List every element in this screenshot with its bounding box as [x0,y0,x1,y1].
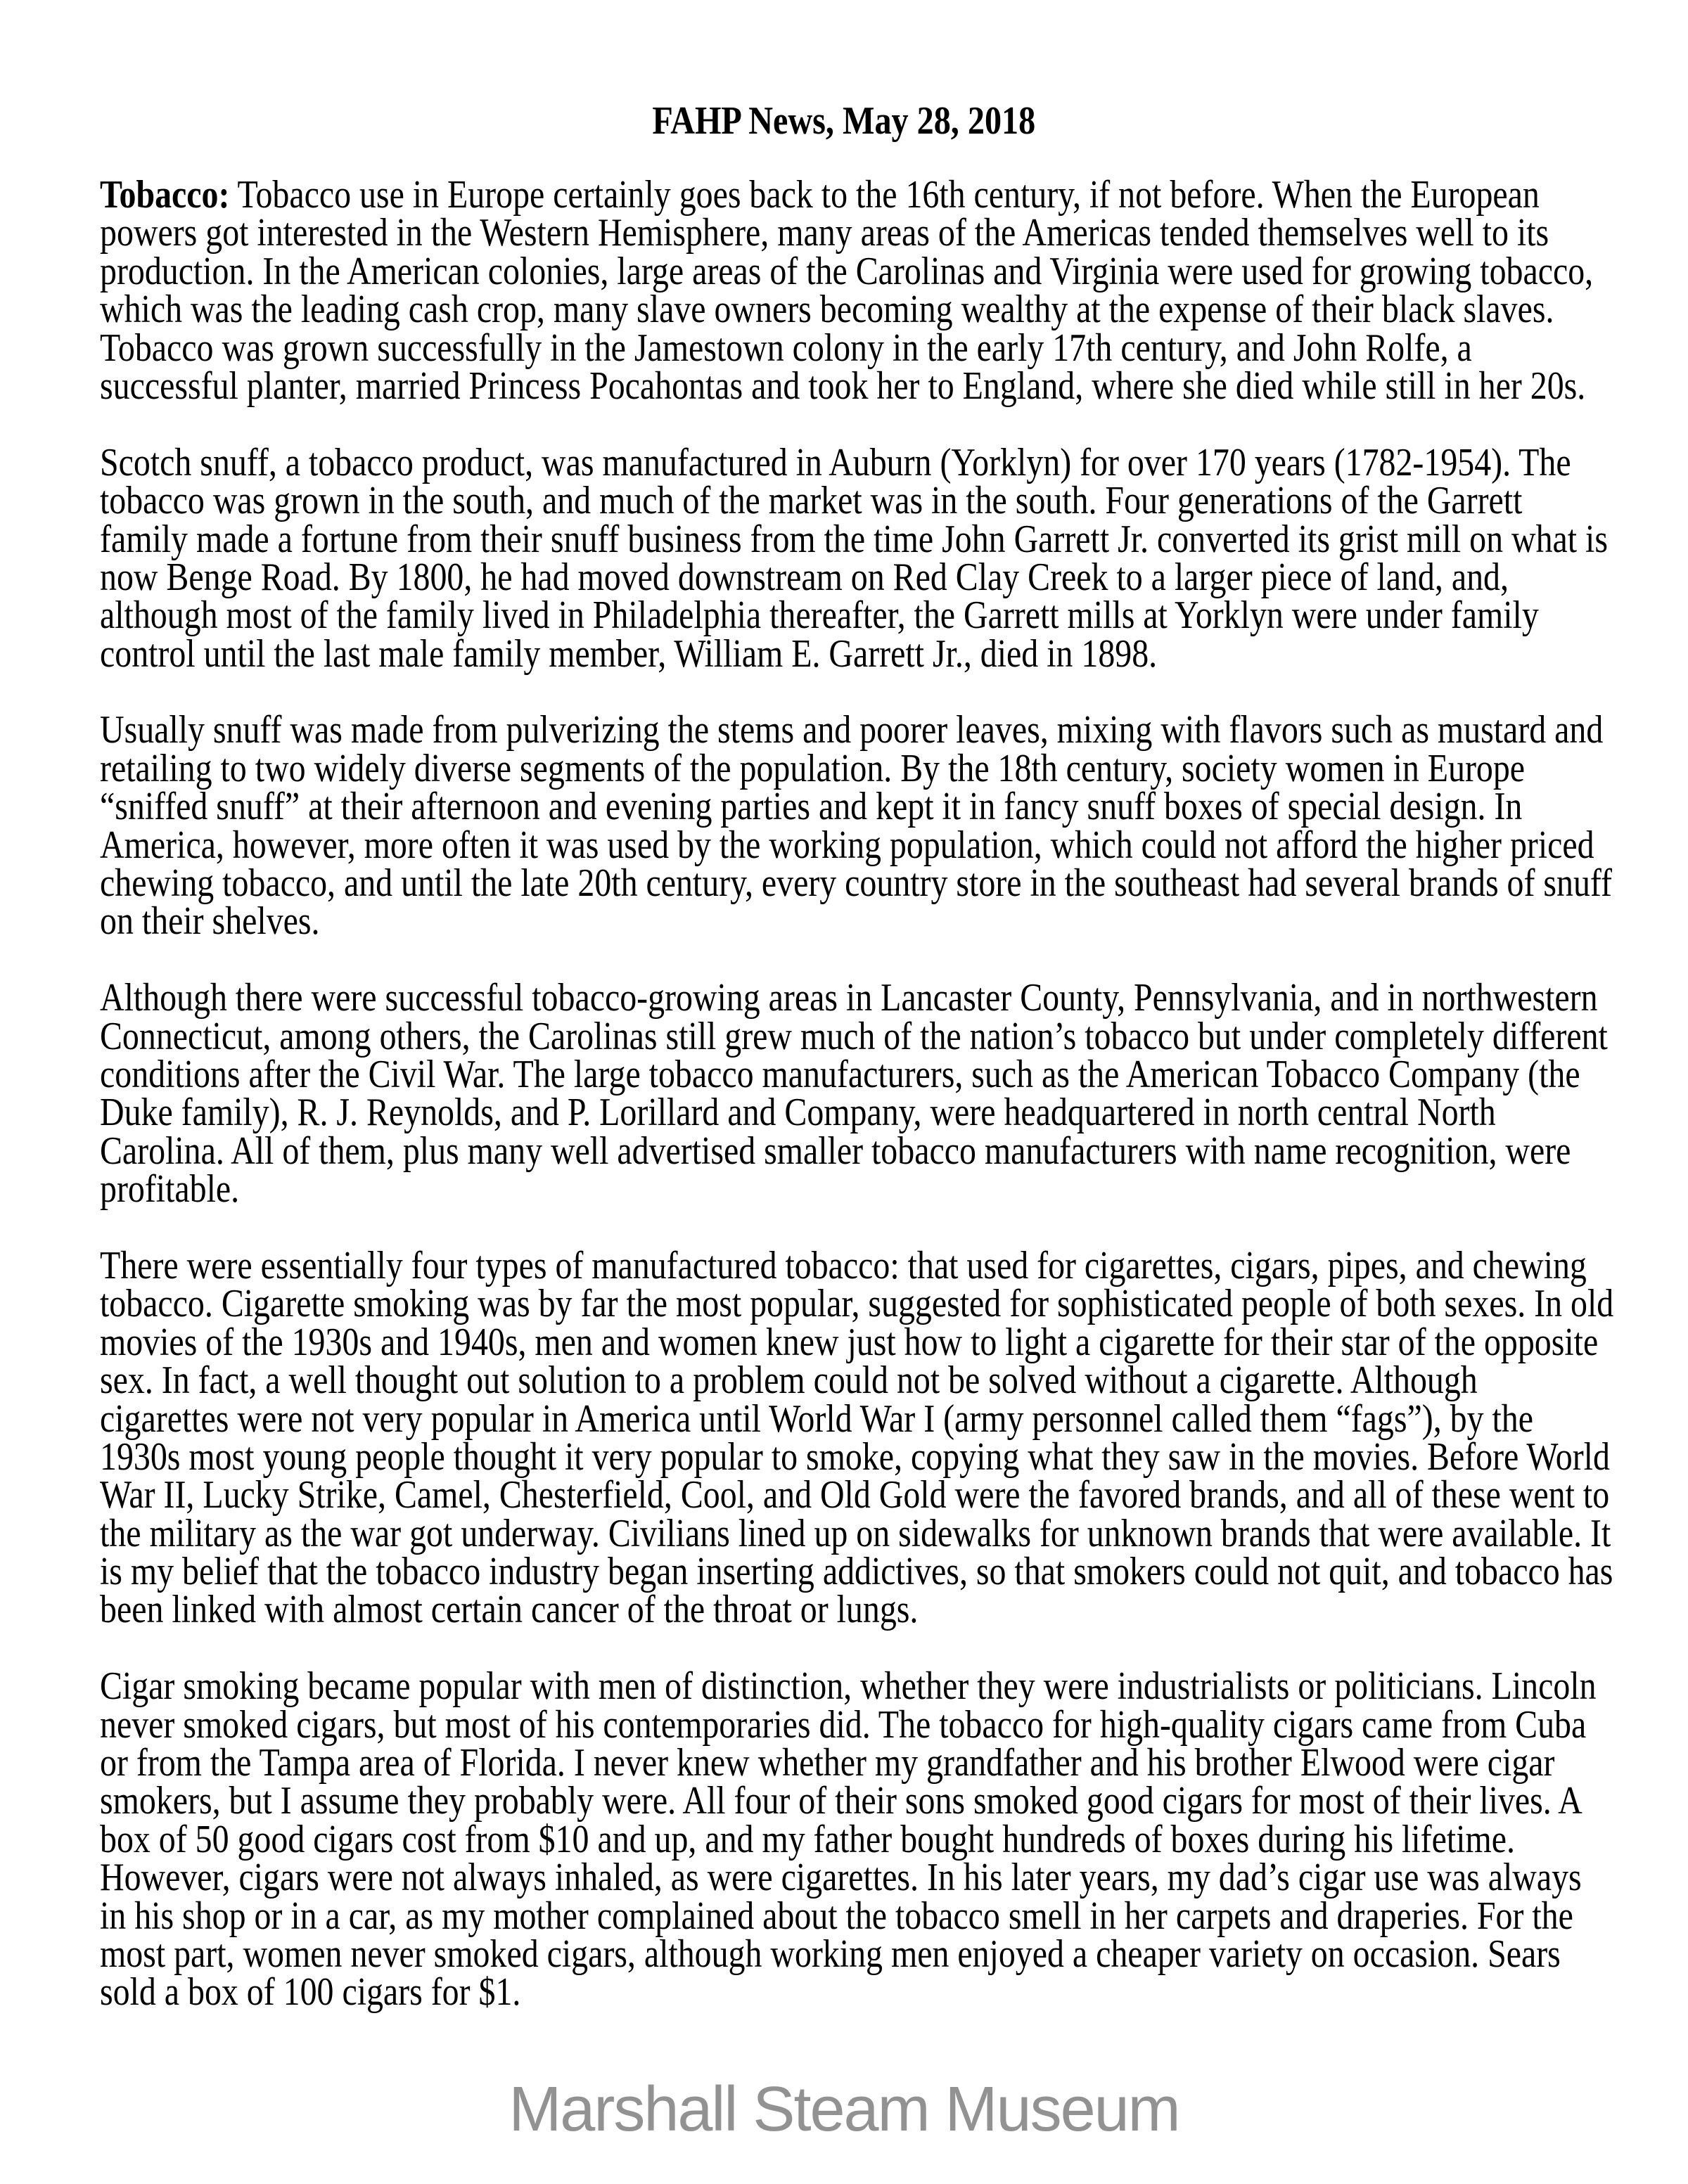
article-body [100,173,1647,2050]
watermark: Marshall Steam Museum [509,2074,1179,2145]
text-line [100,823,1594,867]
line-text: movies of the 1930s and 1940s, men and women knew just how to light a cigarette for their star of the opposite [100,1320,1599,1364]
text-line [100,1779,1582,1823]
text-line [100,1282,1614,1326]
text-line [100,1511,1611,1555]
text-line [100,861,1612,906]
text-line [100,211,1549,255]
line-text: Tobacco use in Europe certainly goes back to the 16th century, if not before. When the European [229,173,1540,217]
line-text: Connecticut, among others, the Carolinas still grew much of the nation’s tobacco but under completely different [100,1014,1608,1058]
text-line [100,1894,1573,1938]
text-line [100,1358,1478,1403]
text-line [100,479,1523,523]
line-text: most part, women never smoked cigars, although working men enjoyed a cheaper variety on occasion. Sears [100,1932,1561,1976]
text-line [100,593,1539,638]
paragraph [100,976,1647,1212]
text-line [100,1167,1423,1212]
line-text: never smoked cigars, but most of his contemporaries did. The tobacco for high-quality cigars came from Cuba [100,1702,1587,1747]
text-line [100,1434,1610,1479]
text-line [100,326,1472,370]
text-line [100,249,1594,293]
line-text: Carolina. All of them, plus many well advertised smaller tobacco manufacturers with name recognition, were [100,1129,1571,1173]
text-line [100,1243,1587,1287]
line-text: sold a box of 100 cigars for $1. [100,1970,521,2015]
line-text: Duke family), R. J. Reynolds, and P. Lorillard and Company, were headquartered in north central North [100,1091,1496,1135]
line-text: profitable. [100,1167,240,1212]
line-text: tobacco. Cigarette smoking was by far the most popular, suggested for sophisticated people of both sexes. In old [100,1282,1614,1326]
line-text: powers got interested in the Western Hemisphere, many areas of the Americas tended themselves well to its [100,211,1549,255]
line-text: cigarettes were not very popular in America until World War I (army personnel called them “fags”), by the [100,1396,1533,1441]
line-text: been linked with almost certain cancer of the throat or lungs. [100,1588,919,1632]
text-line [100,173,1540,217]
text-line [100,517,1608,561]
line-text: control until the last male family member, William E. Garrett Jr., died in 1898. [100,631,1158,676]
text-line [100,708,1604,752]
text-line [100,1550,1613,1594]
line-text: sex. In fact, a well thought out solution to a problem could not be solved without a cigarette. Although [100,1358,1478,1403]
line-text: successful planter, married Princess Pocahontas and took her to England, where she died while still in her 20s. [100,364,1586,408]
text-line [100,1473,1610,1517]
paragraph [100,708,1647,944]
text-line [100,440,1571,484]
line-text: although most of the family lived in Philadelphia thereafter, the Garrett mills at Yorklyn were under family [100,593,1539,638]
text-line [100,1970,1423,2015]
text-line [100,1320,1599,1364]
line-text: Tobacco was grown successfully in the Jamestown colony in the early 17th century, and John Rolfe, a [100,326,1472,370]
text-line [100,288,1554,332]
text-line [100,785,1523,829]
line-text: chewing tobacco, and until the late 20th century, every country store in the southeast had several brands of snuff [100,861,1612,906]
text-line [100,1588,1423,1632]
text-line [100,1396,1533,1441]
section-lead: Tobacco: [100,173,230,217]
text-line [100,1932,1561,1976]
line-text: conditions after the Civil War. The large tobacco manufacturers, such as the American Tobacco Company (the [100,1052,1580,1096]
line-text: Usually snuff was made from pulverizing the stems and poorer leaves, mixing with flavors such as mustard and [100,708,1604,752]
line-text: production. In the American colonies, large areas of the Carolinas and Virginia were used for growing tobacco, [100,249,1594,293]
text-line [100,1052,1580,1096]
page-title [0,98,1688,143]
text-line [100,1129,1571,1173]
line-text: the military as the war got underway. Civilians lined up on sidewalks for unknown brands that were available. It [100,1511,1611,1555]
line-text: Cigar smoking became popular with men of distinction, whether they were industrialists or politicians. Lincoln [100,1664,1597,1709]
text-line [100,746,1526,790]
text-line [100,364,1586,408]
line-text: tobacco was grown in the south, and much of the market was in the south. Four generations of the Garrett [100,479,1523,523]
text-line [100,1741,1555,1785]
line-text: However, cigars were not always inhaled, as were cigarettes. In his later years, my dad’s cigar use was always [100,1856,1582,1900]
text-line [100,1856,1582,1900]
line-text: now Benge Road. By 1800, he had moved downstream on Red Clay Creek to a larger piece of land, and, [100,555,1509,599]
line-text: on their shelves. [100,899,320,944]
line-text: Scotch snuff, a tobacco product, was manufactured in Auburn (Yorklyn) for over 170 years (1782-1954). The [100,440,1571,484]
paragraph [100,440,1647,676]
text-line [100,976,1598,1020]
line-text: family made a fortune from their snuff business from the time John Garrett Jr. converted its grist mill on what is [100,517,1608,561]
line-text: which was the leading cash crop, many slave owners becoming wealthy at the expense of their black slaves. [100,288,1554,332]
line-text: box of 50 good cigars cost from $10 and up, and my father bought hundreds of boxes during his lifetime. [100,1817,1515,1861]
line-text: retailing to two widely diverse segments of the population. By the 18th century, society women in Europe [100,746,1526,790]
text-line [100,555,1509,599]
text-line [100,1664,1597,1709]
line-text: America, however, more often it was used by the working population, which could not afford the higher priced [100,823,1594,867]
paragraph [100,1243,1647,1632]
text-line [100,899,1423,944]
line-text: or from the Tampa area of Florida. I never knew whether my grandfather and his brother Elwood were cigar [100,1741,1555,1785]
title-text: FAHP News, May 28, 2018 [652,99,1036,143]
line-text: Although there were successful tobacco-growing areas in Lancaster County, Pennsylvania, and in northwestern [100,976,1598,1020]
line-text: There were essentially four types of manufactured tobacco: that used for cigarettes, cigars, pipes, and chewing [100,1243,1587,1287]
paragraph [100,1664,1647,2015]
line-text: is my belief that the tobacco industry began inserting addictives, so that smokers could not quit, and tobacco has [100,1550,1613,1594]
text-line [100,1014,1608,1058]
line-text: “sniffed snuff” at their afternoon and evening parties and kept it in fancy snuff boxes of special design. In [100,785,1523,829]
paragraph [100,173,1647,408]
text-line [100,1091,1496,1135]
text-line [100,631,1423,676]
line-text: smokers, but I assume they probably were. All four of their sons smoked good cigars for most of their lives. A [100,1779,1582,1823]
line-text: War II, Lucky Strike, Camel, Chesterfield, Cool, and Old Gold were the favored brands, and all of these went to [100,1473,1610,1517]
text-line [100,1817,1515,1861]
line-text: 1930s most young people thought it very popular to smoke, copying what they saw in the movies. Before World [100,1434,1610,1479]
text-line [100,1702,1587,1747]
line-text: in his shop or in a car, as my mother complained about the tobacco smell in her carpets and draperies. For the [100,1894,1573,1938]
